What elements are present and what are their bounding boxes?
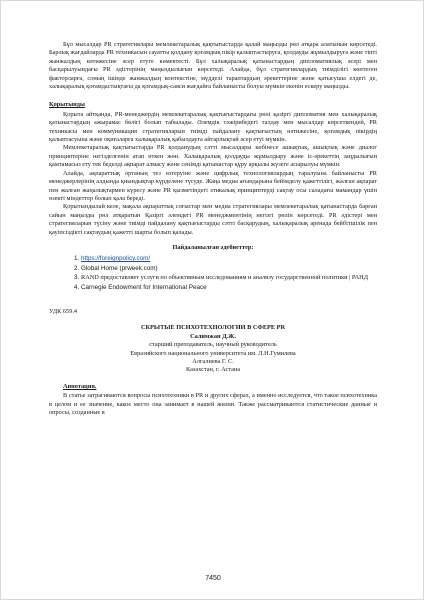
reference-item <box>81 265 377 273</box>
page-number: 7450 <box>205 575 221 582</box>
conclusion-paragraph: Қорытындылай келе, мақала ақпараттық соғыстар мен медиа стратегиялары мемлекетаралық қатынастарда барған сайын маңызды рөл атқаратын Қазіргі әлемдегі PR менеджментінің негізгі рөлін көрсетеді. PR әдістері мен стратегияларын түсіну және тиімді пайдалану қақтығыстарды сәтті басқарудың, халықаралық аренада бейбітшілік пен қауіпсіздікті сақтаудың қажетті шарты болып қалады. <box>49 203 377 236</box>
conclusion-paragraph: Мемлекетаралық қақтығыстарда PR қолданудың сәтті мысалдары көбінесе ашықтық, ашықтық және диалог принциптеріне негізделгенін атап өткен жөн. Халықаралық қолдауды жұмылдыру және іс-әрекеттің заңдылығын қамтамасыз ету тек беделді ақпарат алмасу және сенімді қатынастар құру арқылы жүзеге асырылуы мүмкін. <box>49 144 377 169</box>
reference-text: Global Home (prweek.com) <box>81 264 158 272</box>
annotation-paragraph: В статье затрагиваются вопросы психотехники в PR и других сферах, а именно исследуется, что такое психотехника в целом и ее значение, какое место она занимает в нашей жизни. Также рассматриваются статистические данные и опросы, созданные в <box>49 392 377 417</box>
reference-item <box>81 274 377 282</box>
article-coauthor: Алгалиева Г. С. <box>192 358 234 365</box>
annotation-heading: Аннотация. <box>63 382 97 390</box>
conclusion-paragraph: Алайда, ақпараттық ортаның тез өзгеруіне және цифрлық технологиялардың таралуына байланысты PR менеджерлерінің алдында қиындықтар күрделене түсуде. Жаңа медиа ағындарына бейімделу қажеттілігі, жалған ақпарат пен жалған жаңалықтармен күресу және PR қызметіндегі этикалық принциптерді сақтау осы саладағы мамандар үшін өзекті міндеттер болып қала береді. <box>49 169 377 202</box>
conclusion-paragraph: Қорыта айтқанда, PR-менеджердің мемлекетаралық қақтығыстардағы рөлі қазіргі дипломатия мен халықаралық қатынастардың ажырамас бөлігі болып табылады. Әлемдік тәжірибедегі талдау мен мысалдар көрсеткендей, PR техникасы мен коммуникация стратегияларын тиімді пайдалану қақтығыстың нәтижесіне, қоғамдық пікірдің қалыптасуына және оқиғаларға халықаралық қабылдауға айтарлықтай әсер етуі мүмкін. <box>49 110 377 144</box>
reference-text: Carnegie Endowment for International Peace <box>81 283 207 291</box>
reference-link[interactable]: https://foreignpolicy.com/ <box>81 255 151 263</box>
author-location: Казахстан, г. Астана <box>185 366 241 374</box>
author-position: старший преподаватель, научный руководитель <box>149 341 277 349</box>
references-list <box>49 255 377 292</box>
conclusion-heading: Қорытынды <box>49 101 85 109</box>
article-title: СКРЫТЫЕ ПСИХОТЕХНОЛОГИИ В СФЕРЕ PR <box>140 324 286 332</box>
author-university: Евразийского национального университета им. Л.Н.Гумилева <box>130 349 296 357</box>
reference-item <box>81 284 377 292</box>
intro-paragraph: Бұл мысалдар PR стратегиялары мемлекетаралық қақтығыстарда қалай маңызды рөл атқара алатынын көрсетеді. Барлық жағдайларда PR техникасын сауатты қолдану қоғамдық пікір қалыптастыруға, қолдауды жұмылдыруға және тіпті жанжалдың нәтижесіне әсер етуге көмектесті. Бұл халықаралық қатынастардың дипломатиялық әсері мен басқарылуындағы PR әдістерінің маңыздылығын көрсетеді. Алайда, бұл стратегиялардың тиімділігі көптеген факторларға, соның ішінде жанжалдың контекстіне, мүдделі тараптардың әрекеттеріне және қатысушы елдегі де, халықаралық қоғамдастықтағы да қоғамдық-саяси жағдайға байланысты болуы мүмкін екенін ескеру маңызды. <box>49 41 377 91</box>
reference-item[interactable] <box>81 255 377 263</box>
references-heading: Пайдаланылған әдебиеттер: <box>172 243 254 251</box>
reference-text: RAND предоставляет услуги по объективным исследованиям и анализу государственной политики | РАНД <box>81 274 368 282</box>
udk-code: УДК 659.4 <box>49 307 78 315</box>
article-author: Салимжан Д.Ж. <box>190 332 236 340</box>
page-content <box>49 41 377 417</box>
